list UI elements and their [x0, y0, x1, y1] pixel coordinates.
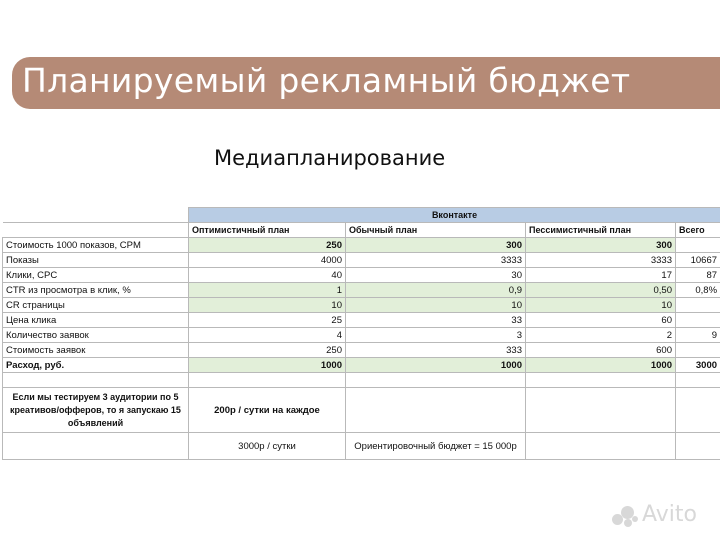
table-cell: 600: [526, 343, 676, 358]
table-row: [3, 253, 720, 268]
row-label: Клики, CPC: [3, 268, 189, 283]
row-label: Показы: [3, 253, 189, 268]
table-cell: 0,8%: [676, 283, 720, 298]
daily-budget-total: 3000р / сутки: [189, 433, 346, 460]
column-header-pessimistic: Пессимистичный план: [526, 223, 676, 238]
row-label: Стоимость 1000 показов, CPM: [3, 238, 189, 253]
table-cell: 300: [346, 238, 526, 253]
table-cell: 33: [346, 313, 526, 328]
row-label: CR страницы: [3, 298, 189, 313]
table-cell: 9: [676, 328, 720, 343]
empty-cell: [3, 208, 189, 223]
table-cell: 10667: [676, 253, 720, 268]
row-label: Количество заявок: [3, 328, 189, 343]
table-cell: 250: [189, 238, 346, 253]
table-cell: [676, 298, 720, 313]
table-cell: [676, 238, 720, 253]
table-cell: 0,9: [346, 283, 526, 298]
column-header-total: Всего: [676, 223, 720, 238]
table-cell: 40: [189, 268, 346, 283]
table-cell: 10: [346, 298, 526, 313]
table-cell: 25: [189, 313, 346, 328]
table-cell: [676, 313, 720, 328]
table-cell: 3333: [346, 253, 526, 268]
row-label: Цена клика: [3, 313, 189, 328]
empty-cell: [3, 223, 189, 238]
table-cell: 60: [526, 313, 676, 328]
spreadsheet: [2, 207, 720, 451]
table-cell: 0,50: [526, 283, 676, 298]
table-cell: 17: [526, 268, 676, 283]
table-row: [3, 313, 720, 328]
spacer-row: [3, 373, 720, 388]
table-row: [3, 358, 720, 373]
table-cell: 30: [346, 268, 526, 283]
watermark-text: Avito: [642, 502, 697, 527]
table-cell: 1: [189, 283, 346, 298]
table-cell: 1000: [189, 358, 346, 373]
table-row: [3, 238, 720, 253]
table-row: [3, 268, 720, 283]
table-cell: 250: [189, 343, 346, 358]
table-cell: 3000: [676, 358, 720, 373]
table-cell: 87: [676, 268, 720, 283]
table-cell: 3: [346, 328, 526, 343]
table-cell: 1000: [526, 358, 676, 373]
avito-watermark: [612, 502, 712, 530]
campaign-note: Если мы тестируем 3 аудитории по 5 креативов/офферов, то я запускаю 15 объявлений: [3, 388, 189, 433]
platform-header: Вконтакте: [189, 208, 720, 223]
row-label: Стоимость заявок: [3, 343, 189, 358]
avito-logo-icon: [612, 506, 640, 528]
table-row: [3, 283, 720, 298]
footer-row: [3, 433, 720, 460]
table-cell: 1000: [346, 358, 526, 373]
media-plan-table: [2, 207, 720, 460]
table-cell: 333: [346, 343, 526, 358]
page-subtitle: Медиапланирование: [214, 146, 446, 170]
page-title: Планируемый рекламный бюджет: [22, 61, 631, 100]
table-cell: 300: [526, 238, 676, 253]
column-header-optimistic: Оптимистичный план: [189, 223, 346, 238]
platform-row: [3, 208, 720, 223]
table-cell: 10: [526, 298, 676, 313]
table-cell: 3333: [526, 253, 676, 268]
table-row: [3, 343, 720, 358]
row-label: Расход, руб.: [3, 358, 189, 373]
table-cell: [676, 343, 720, 358]
table-row: [3, 328, 720, 343]
table-cell: 4000: [189, 253, 346, 268]
note-row: [3, 388, 720, 433]
row-label: CTR из просмотра в клик, %: [3, 283, 189, 298]
table-cell: 10: [189, 298, 346, 313]
estimated-budget: Ориентировочный бюджет = 15 000р: [346, 433, 526, 460]
table-cell: 4: [189, 328, 346, 343]
header-row: [3, 223, 720, 238]
table-row: [3, 298, 720, 313]
daily-budget-each: 200р / сутки на каждое: [189, 388, 346, 433]
column-header-normal: Обычный план: [346, 223, 526, 238]
table-cell: 2: [526, 328, 676, 343]
